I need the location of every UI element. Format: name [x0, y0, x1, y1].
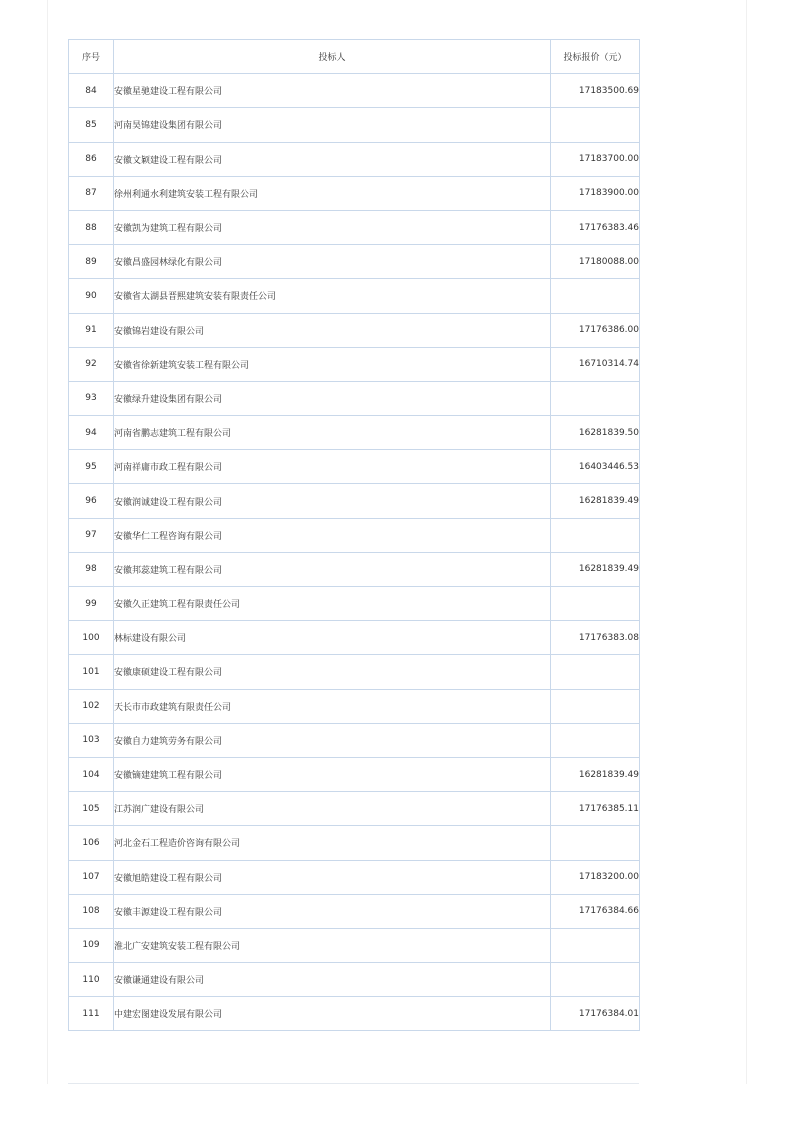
cell-bidder-name: 安徽康硕建设工程有限公司 [114, 655, 551, 689]
table-row [69, 963, 640, 997]
table-row [69, 347, 640, 381]
cell-bidder-name: 安徽省徐新建筑安装工程有限公司 [114, 347, 551, 381]
cell-serial-number: 86 [69, 142, 114, 176]
cell-bidder-name: 安徽昌盛园林绿化有限公司 [114, 245, 551, 279]
cell-serial-number: 104 [69, 757, 114, 791]
table-row [69, 997, 640, 1031]
cell-bid-price: 17183900.00 [551, 176, 640, 210]
cell-bidder-name: 安徽邦蕊建筑工程有限公司 [114, 552, 551, 586]
cell-serial-number: 100 [69, 621, 114, 655]
cell-serial-number: 88 [69, 210, 114, 244]
cell-bid-price: 17176384.66 [551, 894, 640, 928]
cell-bid-price: 16281839.49 [551, 552, 640, 586]
cell-serial-number: 84 [69, 74, 114, 108]
cell-serial-number: 106 [69, 826, 114, 860]
cell-bid-price: 16281839.50 [551, 416, 640, 450]
cell-bidder-name: 淮北广安建筑安装工程有限公司 [114, 928, 551, 962]
cell-serial-number: 103 [69, 723, 114, 757]
cell-bid-price: 16403446.53 [551, 450, 640, 484]
cell-serial-number: 102 [69, 689, 114, 723]
cell-serial-number: 93 [69, 381, 114, 415]
cell-bid-price [551, 381, 640, 415]
table-row [69, 928, 640, 962]
table-row [69, 210, 640, 244]
cell-serial-number: 94 [69, 416, 114, 450]
cell-bidder-name: 安徽润诚建设工程有限公司 [114, 484, 551, 518]
cell-bidder-name: 徐州利通水利建筑安装工程有限公司 [114, 176, 551, 210]
table-row [69, 689, 640, 723]
table-row [69, 108, 640, 142]
table-row [69, 313, 640, 347]
cell-serial-number: 101 [69, 655, 114, 689]
table-row [69, 142, 640, 176]
cell-bid-price [551, 723, 640, 757]
cell-bidder-name: 安徽省太湖县晋熙建筑安装有限责任公司 [114, 279, 551, 313]
cell-serial-number: 99 [69, 587, 114, 621]
table-body [69, 74, 640, 1031]
table-row [69, 176, 640, 210]
cell-bidder-name: 安徽星驰建设工程有限公司 [114, 74, 551, 108]
table-row [69, 416, 640, 450]
cell-bidder-name: 安徽凯为建筑工程有限公司 [114, 210, 551, 244]
header-serial-number: 序号 [69, 40, 114, 74]
cell-serial-number: 111 [69, 997, 114, 1031]
table-row [69, 74, 640, 108]
cell-bid-price [551, 279, 640, 313]
table-row [69, 518, 640, 552]
cell-bid-price [551, 689, 640, 723]
cell-bidder-name: 安徽锦岩建设有限公司 [114, 313, 551, 347]
table-row [69, 245, 640, 279]
cell-serial-number: 105 [69, 792, 114, 826]
cell-bid-price: 17176383.46 [551, 210, 640, 244]
table-row [69, 860, 640, 894]
cell-bid-price [551, 826, 640, 860]
cell-bid-price: 17176384.01 [551, 997, 640, 1031]
cell-bidder-name: 中建宏图建设发展有限公司 [114, 997, 551, 1031]
cell-bid-price: 17183700.00 [551, 142, 640, 176]
table-row [69, 792, 640, 826]
cell-bidder-name: 河南昊锦建设集团有限公司 [114, 108, 551, 142]
cell-bidder-name: 安徽旭皓建设工程有限公司 [114, 860, 551, 894]
table-row [69, 621, 640, 655]
header-bidder: 投标人 [114, 40, 551, 74]
cell-serial-number: 92 [69, 347, 114, 381]
cell-bid-price: 17183200.00 [551, 860, 640, 894]
cell-serial-number: 96 [69, 484, 114, 518]
cell-bid-price [551, 963, 640, 997]
cell-bidder-name: 安徽谦通建设有限公司 [114, 963, 551, 997]
table-row [69, 723, 640, 757]
cell-serial-number: 91 [69, 313, 114, 347]
cell-bid-price: 16710314.74 [551, 347, 640, 381]
cell-serial-number: 98 [69, 552, 114, 586]
cell-bid-price: 17176386.00 [551, 313, 640, 347]
cell-bidder-name: 安徽文颖建设工程有限公司 [114, 142, 551, 176]
cell-bidder-name: 安徽久正建筑工程有限责任公司 [114, 587, 551, 621]
cell-bidder-name: 安徽丰源建设工程有限公司 [114, 894, 551, 928]
cell-bid-price: 17176385.11 [551, 792, 640, 826]
table-row [69, 484, 640, 518]
cell-serial-number: 89 [69, 245, 114, 279]
cell-bidder-name: 安徽绿升建设集团有限公司 [114, 381, 551, 415]
table-header-row [69, 40, 640, 74]
table-row [69, 757, 640, 791]
cell-bid-price [551, 518, 640, 552]
cell-bidder-name: 河北金石工程造价咨询有限公司 [114, 826, 551, 860]
table-row [69, 381, 640, 415]
cell-bid-price: 17180088.00 [551, 245, 640, 279]
cell-bid-price [551, 928, 640, 962]
page-bottom-divider [68, 1083, 639, 1084]
cell-serial-number: 85 [69, 108, 114, 142]
header-bid-price: 投标报价（元） [551, 40, 640, 74]
cell-serial-number: 97 [69, 518, 114, 552]
cell-bidder-name: 河南祥庸市政工程有限公司 [114, 450, 551, 484]
table-row [69, 450, 640, 484]
cell-bidder-name: 天长市市政建筑有限责任公司 [114, 689, 551, 723]
cell-serial-number: 107 [69, 860, 114, 894]
cell-bid-price [551, 655, 640, 689]
cell-bid-price: 17183500.69 [551, 74, 640, 108]
table-row [69, 552, 640, 586]
cell-serial-number: 87 [69, 176, 114, 210]
cell-bidder-name: 林标建设有限公司 [114, 621, 551, 655]
table-row [69, 655, 640, 689]
cell-serial-number: 95 [69, 450, 114, 484]
table-row [69, 826, 640, 860]
cell-bidder-name: 安徽华仁工程咨询有限公司 [114, 518, 551, 552]
cell-bid-price [551, 587, 640, 621]
bid-results-table [68, 39, 640, 1031]
cell-bid-price: 16281839.49 [551, 484, 640, 518]
cell-serial-number: 108 [69, 894, 114, 928]
cell-serial-number: 90 [69, 279, 114, 313]
cell-bidder-name: 河南省鹏志建筑工程有限公司 [114, 416, 551, 450]
cell-bidder-name: 江苏润广建设有限公司 [114, 792, 551, 826]
cell-bid-price [551, 108, 640, 142]
table-row [69, 894, 640, 928]
cell-bid-price: 16281839.49 [551, 757, 640, 791]
cell-bidder-name: 安徽镝建建筑工程有限公司 [114, 757, 551, 791]
cell-bid-price: 17176383.08 [551, 621, 640, 655]
table-row [69, 279, 640, 313]
cell-serial-number: 109 [69, 928, 114, 962]
table-row [69, 587, 640, 621]
cell-bidder-name: 安徽自力建筑劳务有限公司 [114, 723, 551, 757]
cell-serial-number: 110 [69, 963, 114, 997]
